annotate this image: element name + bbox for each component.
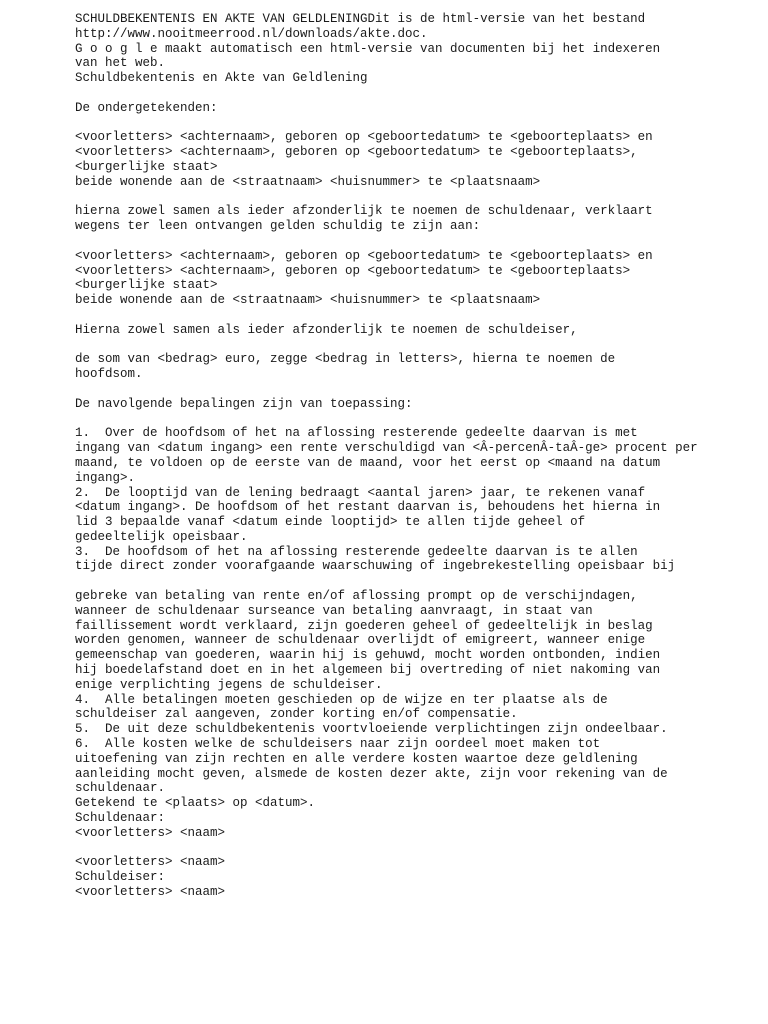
article-3: 3. De hoofdsom of het na aflossing resterende gedeelte daarvan is te allen [75, 544, 638, 559]
creditor-clause: Hierna zowel samen als ieder afzonderlijk te noemen de schuldeiser, [75, 322, 578, 337]
article-6: 6. Alle kosten welke de schuldeisers naar zijn oordeel moet maken tot [75, 737, 601, 752]
article-6: aanleiding mocht geven, alsmede de kosten dezer akte, zijn voor rekening van de [75, 766, 668, 781]
article-2: gedeeltelijk opeisbaar. [75, 529, 248, 544]
debtor-line: <voorletters> <achternaam>, geboren op <geboortedatum> te <geboorteplaats>, [75, 145, 638, 160]
article-1: 1. Over de hoofdsom of het na aflossing resterende gedeelte daarvan is met [75, 426, 638, 441]
debtor-signature-name: <voorletters> <naam> [75, 855, 226, 870]
header-line: van het web. [75, 56, 166, 71]
article-3: faillissement wordt verklaard, zijn goederen geheel of gedeeltelijk in beslag [75, 618, 653, 633]
creditor-signature-name: <voorletters> <naam> [75, 885, 226, 900]
article-1: ingang>. [75, 470, 136, 485]
article-2: <datum ingang>. De hoofdsom of het restant daarvan is, behoudens het hierna in [75, 500, 661, 515]
article-6: schuldenaar. [75, 781, 166, 796]
header-line: SCHULDBEKENTENIS EN AKTE VAN GELDLENINGDit is de html-versie van het bestand [75, 12, 646, 26]
creditor-line: beide wonende aan de <straatnaam> <huisnummer> te <plaatsnaam> [75, 293, 541, 308]
article-1: maand, te voldoen op de eerste van de maand, voor het eerst op <maand na datum [75, 455, 661, 470]
sum-line: de som van <bedrag> euro, zegge <bedrag in letters>, hierna te noemen de [75, 352, 616, 367]
creditor-line: <voorletters> <achternaam>, geboren op <geboortedatum> te <geboorteplaats> [75, 263, 631, 278]
document-title: Schuldbekentenis en Akte van Geldlening [75, 71, 368, 86]
source-url: http://www.nooitmeerrood.nl/downloads/akte.doc. [75, 26, 428, 41]
article-3: enige verplichting jegens de schuldeiser. [75, 677, 383, 692]
article-4: schuldeiser zal aangeven, zonder korting en/of compensatie. [75, 707, 518, 722]
debtor-line: beide wonende aan de <straatnaam> <huisnummer> te <plaatsnaam> [75, 174, 541, 189]
debtor-clause: wegens ter leen ontvangen gelden schuldig te zijn aan: [75, 219, 481, 234]
article-3: gemeenschap van goederen, waarin hij is gehuwd, mocht worden ontbonden, indien [75, 648, 661, 663]
article-3: worden genomen, wanneer de schuldenaar overlijdt of emigreert, wanneer enige [75, 633, 646, 648]
article-3: gebreke van betaling van rente en/of aflossing prompt op de verschijndagen, [75, 589, 638, 604]
provisions-intro: De navolgende bepalingen zijn van toepassing: [75, 396, 413, 411]
debtor-signature-name: <voorletters> <naam> [75, 825, 226, 840]
debtor-line: <voorletters> <achternaam>, geboren op <geboortedatum> te <geboorteplaats> en [75, 130, 653, 145]
creditor-signature-label: Schuldeiser: [75, 870, 166, 885]
sum-line: hoofdsom. [75, 367, 143, 382]
debtor-line: <burgerlijke staat> [75, 159, 218, 174]
debtor-clause: hierna zowel samen als ieder afzonderlijk te noemen de schuldenaar, verklaart [75, 204, 653, 219]
header-line: G o o g l e maakt automatisch een html-versie van documenten bij het indexeren [75, 41, 661, 56]
intro-text: De ondergetekenden: [75, 100, 218, 115]
article-4: 4. Alle betalingen moeten geschieden op de wijze en ter plaatse als de [75, 692, 608, 707]
article-5: 5. De uit deze schuldbekentenis voortvloeiende verplichtingen zijn ondeelbaar. [75, 722, 668, 737]
signed-at: Getekend te <plaats> op <datum>. [75, 796, 316, 811]
creditor-line: <burgerlijke staat> [75, 278, 218, 293]
article-3: wanneer de schuldenaar surseance van betaling aanvraagt, in staat van [75, 603, 593, 618]
article-1: ingang van <datum ingang> een rente verschuldigd van <Â-percenÂ-taÂ-ge> procent per [75, 441, 698, 456]
document-body [75, 12, 755, 900]
debtor-signature-label: Schuldenaar: [75, 811, 166, 826]
article-3: tijde direct zonder voorafgaande waarschuwing of ingebrekestelling opeisbaar bij [75, 559, 676, 574]
article-2: lid 3 bepaalde vanaf <datum einde looptijd> te allen tijde geheel of [75, 515, 586, 530]
article-2: 2. De looptijd van de lening bedraagt <aantal jaren> jaar, te rekenen vanaf [75, 485, 646, 500]
article-3: hij boedelafstand doet en in het algemeen bij overtreding of niet nakoming van [75, 663, 661, 678]
creditor-line: <voorletters> <achternaam>, geboren op <geboortedatum> te <geboorteplaats> en [75, 248, 653, 263]
article-6: uitoefening van zijn rechten en alle verdere kosten waartoe deze geldlening [75, 751, 638, 766]
